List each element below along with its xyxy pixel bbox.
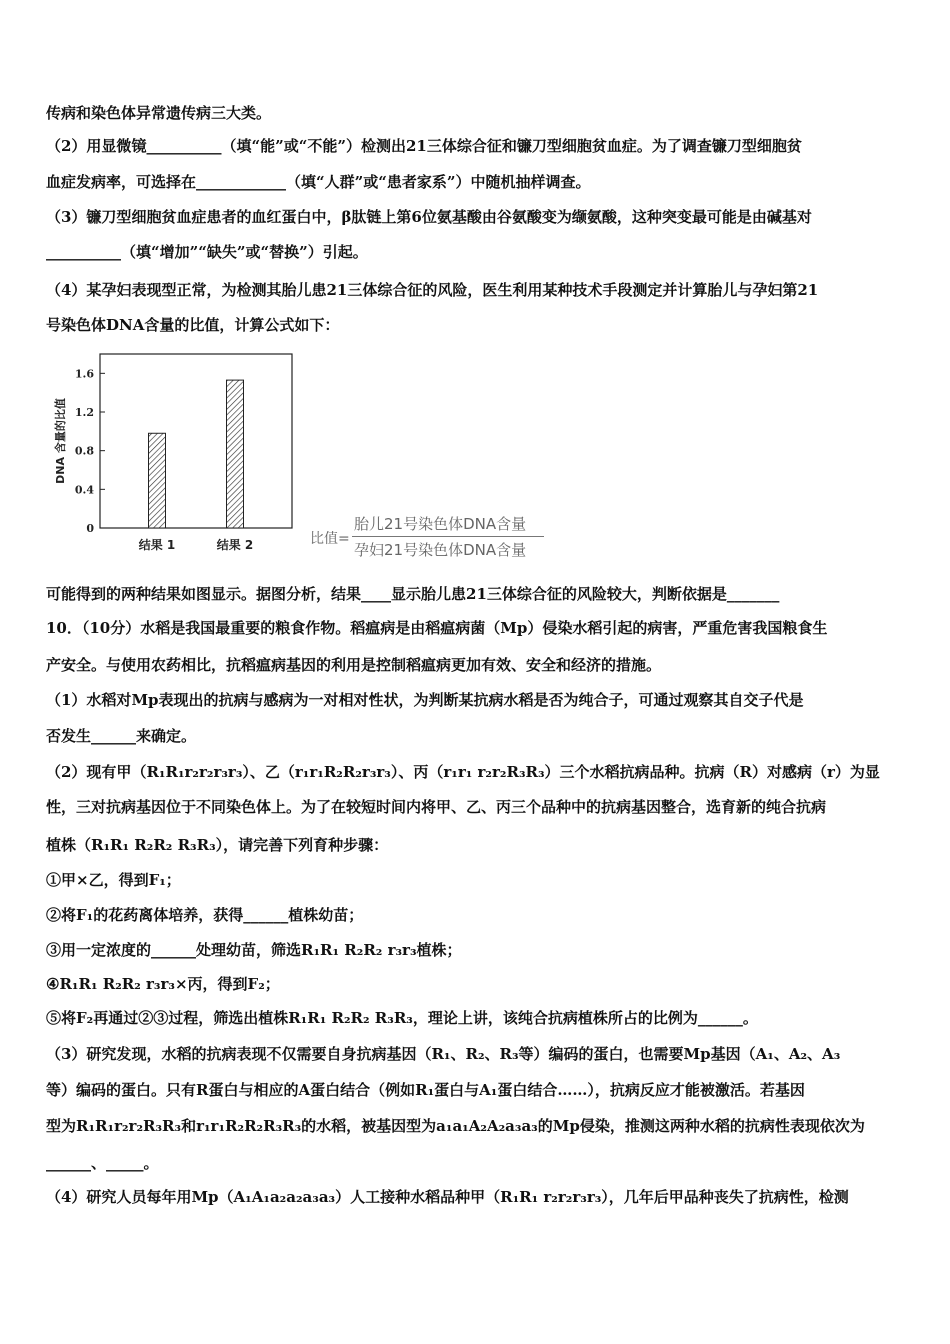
y-tick-label: 0.8 <box>74 444 94 458</box>
text-line: 性，三对抗病基因位于不同染色体上。为了在较短时间内将甲、乙、丙三个品种中的抗病基因整合，选育新的纯合抗病 <box>46 798 827 816</box>
text-line: 产安全。与使用农药相比，抗稻瘟病基因的利用是控制稻瘟病更加有效、安全和经济的措施。 <box>46 656 662 674</box>
bar-chart <box>52 346 302 561</box>
text-line: 型为R₁R₁r₂r₂R₃R₃和r₁r₁R₂R₂R₃R₃的水稻，被基因型为a₁a₁A₂A₂a₃a₃的Mp侵染，推测这两种水稻的抗病性表现依次为 <box>46 1117 865 1135</box>
step-line: ②将F₁的花药离体培养，获得______植株幼苗； <box>46 906 364 924</box>
text-line: （2）用显微镜__________（填“能”或“不能”）检测出21三体综合征和镰刀型细胞贫血症。为了调查镰刀型细胞贫 <box>46 137 802 155</box>
plot-frame <box>100 354 292 528</box>
text-line: 传病和染色体异常遗传病三大类。 <box>46 104 272 122</box>
step-line: ④R₁R₁ R₂R₂ r₃r₃×丙，得到F₂； <box>46 975 280 993</box>
text-line: 植株（R₁R₁ R₂R₂ R₃R₃），请完善下列育种步骤： <box>46 836 389 854</box>
y-tick-label: 1.2 <box>74 406 94 419</box>
fraction-bar <box>352 536 544 537</box>
y-tick-label: 0.4 <box>74 483 94 497</box>
text-line: __________（填“增加”“缺失”或“替换”）引起。 <box>46 243 368 261</box>
text-line: （4）某孕妇表现型正常，为检测其胎儿患21三体综合征的风险，医生利用某种技术手段测定并计算胎儿与孕妇第21 <box>46 281 819 299</box>
y-axis-label: DNA 含量的比值 <box>54 398 67 484</box>
bar-1 <box>149 433 166 528</box>
x-category-label: 结果 1 <box>138 538 176 552</box>
formula-numerator: 胎儿21号染色体DNA含量 <box>354 515 527 533</box>
text-line: 血症发病率，可选择在____________（填“人群”或“患者家系”）中随机抽样调查。 <box>46 173 591 191</box>
y-tick-label: 1.6 <box>74 367 94 381</box>
text-line: （3）研究发现，水稻的抗病表现不仅需要自身抗病基因（R₁、R₂、R₃等）编码的蛋白，也需要Mp基因（A₁、A₂、A₃ <box>46 1045 841 1063</box>
text-line: 等）编码的蛋白。只有R蛋白与相应的A蛋白结合（例如R₁蛋白与A₁蛋白结合……），抗病反应才能被激活。若基因 <box>46 1081 805 1099</box>
text-line: （1）水稻对Mp表现出的抗病与感病为一对相对性状，为判断某抗病水稻是否为纯合子，可通过观察其自交子代是 <box>46 691 804 709</box>
text-line: 号染色体DNA含量的比值，计算公式如下： <box>46 316 340 334</box>
x-category-label: 结果 2 <box>216 538 254 552</box>
text-line: 否发生______来确定。 <box>46 727 197 745</box>
bar-2 <box>227 380 244 528</box>
step-line: ①甲×乙，得到F₁； <box>46 871 181 889</box>
step-line: ③用一定浓度的______处理幼苗，筛选R₁R₁ R₂R₂ r₃r₃植株； <box>46 941 462 959</box>
text-line: （2）现有甲（R₁R₁r₂r₂r₃r₃）、乙（r₁r₁R₂R₂r₃r₃）、丙（r₁r₁ r₂r₂R₃R₃）三个水稻抗病品种。抗病（R）对感病（r）为显 <box>46 763 880 781</box>
text-line: （4）研究人员每年用Mp（A₁A₁a₂a₂a₃a₃）人工接种水稻品种甲（R₁R₁ r₂r₂r₃r₃），几年后甲品种丧失了抗病性，检测 <box>46 1188 849 1206</box>
formula-label: 比值= <box>310 531 350 547</box>
text-line: ______、_____。 <box>46 1154 159 1172</box>
text-line: 可能得到的两种结果如图显示。据图分析，结果____显示胎儿患21三体综合征的风险较大，判断依据是_______ <box>46 585 780 603</box>
text-line: （3）镰刀型细胞贫血症患者的血红蛋白中，β肽链上第6位氨基酸由谷氨酸变为缬氨酸，这种突变最可能是由碱基对 <box>46 208 812 226</box>
question-10-line: 10．（10分）水稻是我国最重要的粮食作物。稻瘟病是由稻瘟病菌（Mp）侵染水稻引起的病害，严重危害我国粮食生 <box>46 619 828 637</box>
y-tick-label: 0 <box>86 522 94 535</box>
formula-denominator: 孕妇21号染色体DNA含量 <box>354 541 527 559</box>
step-line: ⑤将F₂再通过②③过程，筛选出植株R₁R₁ R₂R₂ R₃R₃，理论上讲，该纯合抗病植株所占的比例为______。 <box>46 1009 758 1027</box>
